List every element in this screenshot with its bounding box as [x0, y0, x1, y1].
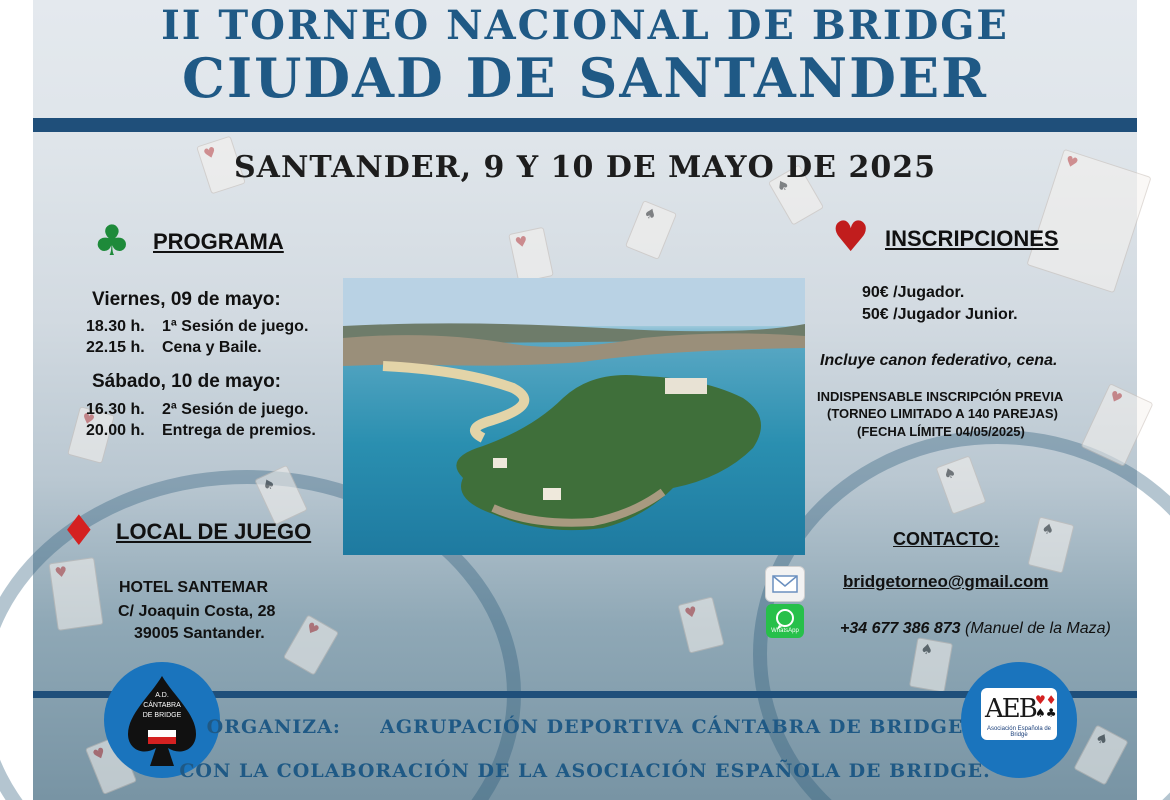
- event-dateline: SANTANDER, 9 Y 10 DE MAYO DE 2025: [234, 150, 936, 185]
- title-divider: [33, 118, 1137, 132]
- event-desc: Cena y Baile.: [162, 339, 262, 356]
- venue-postcode: 39005 Santander.: [134, 625, 265, 642]
- club-icon: ♣: [93, 216, 131, 265]
- programa-heading: PROGRAMA: [153, 229, 284, 254]
- event-time: 18.30 h.: [86, 318, 145, 335]
- whatsapp-label: WhatsApp: [771, 628, 799, 634]
- contact-person: (Manuel de la Maza): [965, 620, 1111, 637]
- event-desc: 1ª Sesión de juego.: [162, 318, 309, 335]
- contact-phone: +34 677 386 873: [840, 620, 961, 637]
- logo-line: DE BRIDGE: [142, 712, 182, 719]
- peninsula-illustration: [343, 278, 805, 555]
- event-time: 20.00 h.: [86, 422, 145, 439]
- aeb-name: Asociación Española de Bridge: [986, 726, 1052, 738]
- venue-address: C/ Joaquin Costa, 28: [118, 603, 276, 620]
- card-heart: [677, 596, 724, 653]
- price-includes: Incluye canon federativo, cena.: [820, 352, 1058, 369]
- organiza-line: [33, 716, 1137, 738]
- collaboration-line: CON LA COLABORACIÓN DE LA ASOCIACIÓN ESPAÑOLA DE BRIDGE.: [179, 760, 991, 782]
- registration-limit: (TORNEO LIMITADO A 140 PAREJAS): [827, 406, 1058, 421]
- contact-phone-line: [840, 620, 1111, 638]
- venue-name: HOTEL SANTEMAR: [119, 579, 269, 596]
- registration-deadline: (FECHA LÍMITE 04/05/2025): [857, 424, 1025, 439]
- organiza-value: AGRUPACIÓN DEPORTIVA CÁNTABRA DE BRIDGE: [380, 716, 964, 738]
- logo-line: A.D.: [155, 692, 169, 699]
- contact-email-link[interactable]: bridgetorneo@gmail.com: [843, 572, 1049, 591]
- day-label: Viernes, 09 de mayo:: [92, 289, 281, 310]
- card-heart: [48, 557, 103, 631]
- card-heart: [508, 227, 554, 283]
- event-time: 16.30 h.: [86, 401, 145, 418]
- day-label: Sábado, 10 de mayo:: [92, 371, 282, 392]
- price-junior: 50€ /Jugador Junior.: [862, 306, 1018, 323]
- heart-icon: ♥: [832, 212, 870, 261]
- aeb-monogram: AEB: [985, 694, 1036, 724]
- inscripciones-heading: INSCRIPCIONES: [885, 226, 1059, 251]
- whatsapp-icon: [766, 604, 804, 638]
- card-spade: [625, 200, 677, 260]
- price-adult: 90€ /Jugador.: [862, 284, 965, 301]
- organiza-label: ORGANIZA:: [206, 716, 341, 738]
- santander-aerial-photo: [343, 278, 805, 555]
- tournament-subtitle: CIUDAD DE SANTANDER: [181, 46, 989, 110]
- event-time: 22.15 h.: [86, 339, 145, 356]
- contacto-heading: CONTACTO:: [893, 529, 1000, 549]
- registration-notice: INDISPENSABLE INSCRIPCIÓN PREVIA: [817, 389, 1064, 404]
- event-desc: Entrega de premios.: [162, 422, 316, 439]
- tournament-title: II TORNEO NACIONAL DE BRIDGE: [161, 2, 1009, 49]
- aeb-suits: ♥♦ ♠♣: [1035, 693, 1057, 720]
- logo-line: CÁNTABRA: [143, 702, 181, 709]
- event-desc: 2ª Sesión de juego.: [162, 401, 309, 418]
- local-heading: LOCAL DE JUEGO: [116, 519, 312, 544]
- email-icon: [765, 566, 805, 602]
- diamond-icon: ♦: [60, 506, 98, 555]
